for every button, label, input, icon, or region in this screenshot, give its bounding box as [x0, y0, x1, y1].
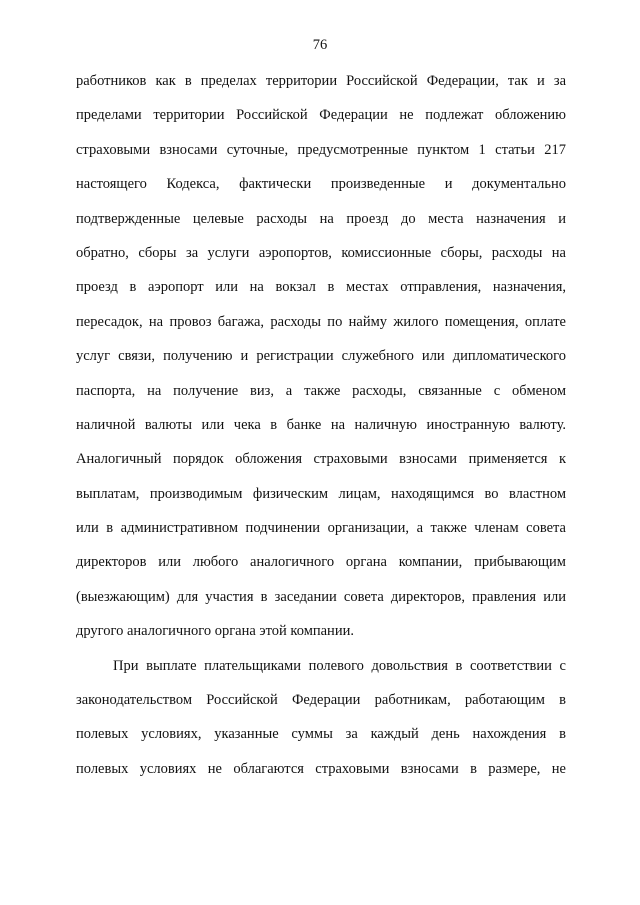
text-line: полевых условиях не облагаются страховыми взносами в размере, не	[76, 760, 566, 777]
text-line: законодательством Российской Федерации работникам, работающим в	[76, 692, 566, 709]
text-line: Аналогичный порядок обложения страховыми взносами применяется к	[76, 451, 566, 468]
text-line: работников как в пределах территории Российской Федерации, так и за	[76, 73, 566, 89]
text-line: выплатам, производимым физическим лицам, находящимся во властном	[76, 485, 566, 502]
text-line: (выезжающим) для участия в заседании совета директоров, правления или	[76, 588, 566, 605]
text-line: другого аналогичного органа этой компании.	[76, 623, 354, 640]
text-line: полевых условиях, указанные суммы за каждый день нахождения в	[76, 726, 566, 743]
text-line: директоров или любого аналогичного органа компании, прибывающим	[76, 554, 566, 571]
text-line: пересадок, на провоз багажа, расходы по найму жилого помещения, оплате	[76, 313, 566, 330]
text-line: паспорта, на получение виз, а также расходы, связанные с обменом	[76, 382, 566, 399]
text-line: проезд в аэропорт или на вокзал в местах отправления, назначения,	[76, 279, 566, 296]
text-line: наличной валюты или чека в банке на наличную иностранную валюту.	[76, 416, 566, 433]
text-line: или в административном подчинении организации, а также членам совета	[76, 520, 566, 537]
text-line: подтвержденные целевые расходы на проезд до места назначения и	[76, 210, 566, 227]
text-line: страховыми взносами суточные, предусмотренные пунктом 1 статьи 217	[76, 141, 566, 158]
text-line: При выплате плательщиками полевого довольствия в соответствии с	[113, 657, 566, 674]
text-line: настоящего Кодекса, фактически произведенные и документально	[76, 176, 566, 193]
text-line: услуг связи, получению и регистрации служебного или дипломатического	[76, 348, 566, 365]
page-number: 76	[312, 37, 328, 53]
text-line: обратно, сборы за услуги аэропортов, комиссионные сборы, расходы на	[76, 244, 566, 261]
body-text	[76, 70, 566, 792]
text-line: пределами территории Российской Федерации не подлежат обложению	[76, 107, 566, 124]
